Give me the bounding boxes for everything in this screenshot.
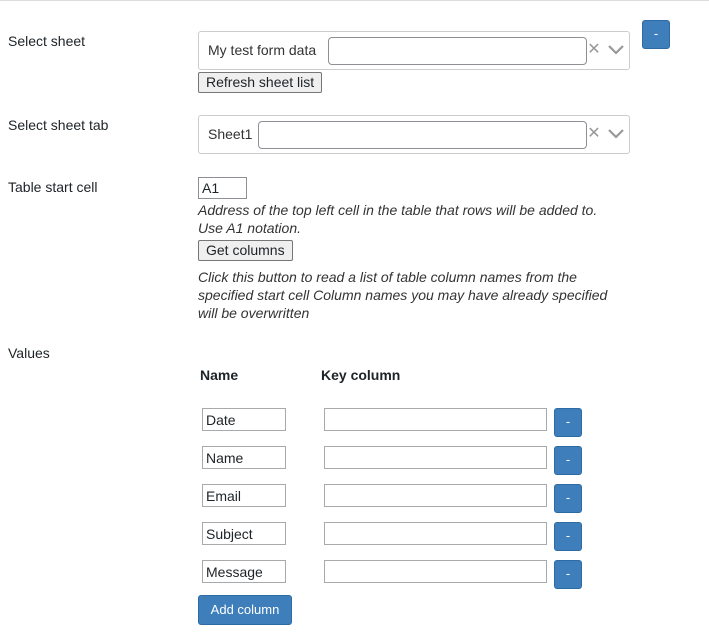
table-start-cell-label: Table start cell xyxy=(8,179,98,195)
table-start-hint-line1: Address of the top left cell in the table that rows will be added to. xyxy=(198,202,598,218)
value-name-input[interactable] xyxy=(202,408,286,431)
select-sheet-tab-search-input[interactable] xyxy=(258,121,587,149)
chevron-down-icon[interactable] xyxy=(607,43,625,57)
value-key-input[interactable] xyxy=(324,446,547,469)
select-sheet-search-input[interactable] xyxy=(328,37,587,65)
select-sheet-value: My test form data xyxy=(208,42,317,58)
remove-row-button[interactable]: - xyxy=(554,560,582,589)
value-key-input[interactable] xyxy=(324,408,547,431)
remove-row-button[interactable]: - xyxy=(554,522,582,551)
get-columns-hint-line1: Click this button to read a list of table column names from the xyxy=(198,269,577,285)
add-column-button[interactable]: Add column xyxy=(198,595,292,625)
value-name-input[interactable] xyxy=(202,484,286,507)
value-key-input[interactable] xyxy=(324,560,547,583)
clear-icon[interactable]: ✕ xyxy=(587,125,601,142)
select-sheet-tab-value: Sheet1 xyxy=(208,126,253,142)
table-start-cell-input[interactable] xyxy=(198,177,247,199)
top-divider xyxy=(0,0,709,1)
values-label: Values xyxy=(8,345,50,361)
get-columns-hint-line2: specified start cell Column names you may have already specified xyxy=(198,287,608,303)
get-columns-button[interactable]: Get columns xyxy=(198,240,293,261)
remove-row-button[interactable]: - xyxy=(554,446,582,475)
value-name-input[interactable] xyxy=(202,560,286,583)
select-sheet-dropdown[interactable] xyxy=(198,31,630,70)
value-name-input[interactable] xyxy=(202,522,286,545)
select-sheet-tab-dropdown[interactable] xyxy=(198,115,630,154)
chevron-down-icon[interactable] xyxy=(607,127,625,141)
remove-row-button[interactable]: - xyxy=(554,484,582,513)
clear-icon[interactable]: ✕ xyxy=(587,41,601,58)
value-name-input[interactable] xyxy=(202,446,286,469)
value-key-input[interactable] xyxy=(324,484,547,507)
refresh-sheet-list-button[interactable]: Refresh sheet list xyxy=(198,72,322,93)
table-start-hint-line2: Use A1 notation. xyxy=(198,220,301,236)
column-header-name: Name xyxy=(200,367,239,383)
remove-button[interactable]: - xyxy=(642,20,670,49)
select-sheet-label: Select sheet xyxy=(8,33,86,49)
select-sheet-tab-label: Select sheet tab xyxy=(8,117,109,133)
get-columns-hint-line3: will be overwritten xyxy=(198,305,310,321)
value-key-input[interactable] xyxy=(324,522,547,545)
column-header-key: Key column xyxy=(321,367,401,383)
remove-row-button[interactable]: - xyxy=(554,408,582,437)
